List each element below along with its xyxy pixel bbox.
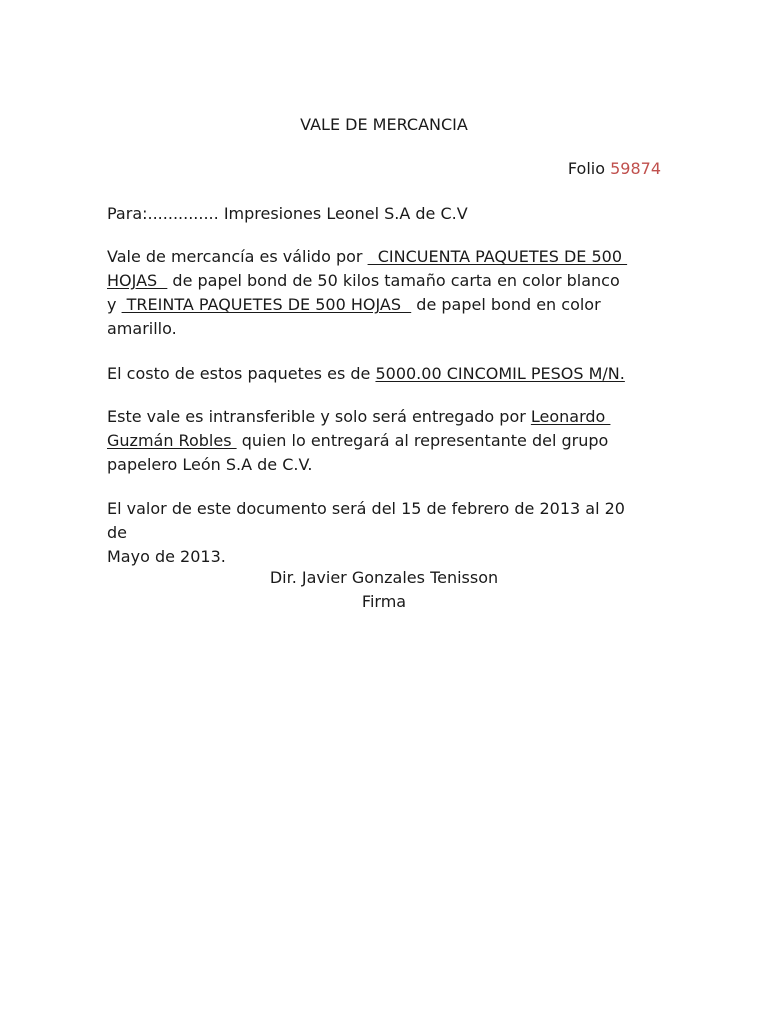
costo-text: El costo de estos paquetes es de bbox=[107, 364, 376, 383]
vale-text-2: de papel bond de 50 kilos tamaño carta en color blanco bbox=[167, 271, 620, 290]
intransferible-text-2: quien lo entregará al representante del grupo bbox=[236, 431, 609, 450]
folio-label: Folio bbox=[567, 159, 605, 178]
para-label: Para:.............. bbox=[107, 204, 219, 223]
costo-amount: 5000.00 CINCOMIL PESOS M/N. bbox=[375, 364, 625, 383]
signature-block bbox=[0, 566, 768, 614]
delivery-person-name-b: Guzmán Robles bbox=[107, 431, 237, 450]
signature-label: Firma bbox=[361, 592, 407, 611]
recipient-line bbox=[107, 202, 647, 226]
recipient-name: Impresiones Leonel S.A de C.V bbox=[223, 204, 468, 223]
vale-quantity-1a: CINCUENTA PAQUETES DE 500 bbox=[367, 247, 628, 266]
validez-line-1: El valor de este documento será del 15 de febrero de 2013 al 20 de bbox=[107, 499, 625, 542]
folio bbox=[568, 158, 661, 180]
intransferible-text-1: Este vale es intransferible y solo será entregado por bbox=[107, 407, 531, 426]
vale-quantity-1b: HOJAS bbox=[107, 271, 168, 290]
delivery-person-name-a: Leonardo bbox=[530, 407, 611, 426]
vale-text-1: Vale de mercancía es válido por bbox=[107, 247, 368, 266]
folio-number: 59874 bbox=[610, 159, 661, 178]
signatory-name: Dir. Javier Gonzales Tenisson bbox=[269, 568, 499, 587]
validez-paragraph bbox=[107, 497, 647, 569]
vale-text-4: de papel bond en color bbox=[411, 295, 601, 314]
intransferible-paragraph bbox=[107, 405, 647, 477]
intransferible-text-3: papelero León S.A de C.V. bbox=[107, 455, 313, 474]
vale-quantity-2: TREINTA PAQUETES DE 500 HOJAS bbox=[121, 295, 412, 314]
document-title: VALE DE MERCANCIA bbox=[300, 115, 468, 134]
costo-paragraph bbox=[107, 362, 647, 386]
vale-text-3: y bbox=[107, 295, 122, 314]
vale-paragraph bbox=[107, 245, 647, 341]
vale-text-5: amarillo. bbox=[107, 319, 177, 338]
validez-line-2: Mayo de 2013. bbox=[107, 547, 226, 566]
